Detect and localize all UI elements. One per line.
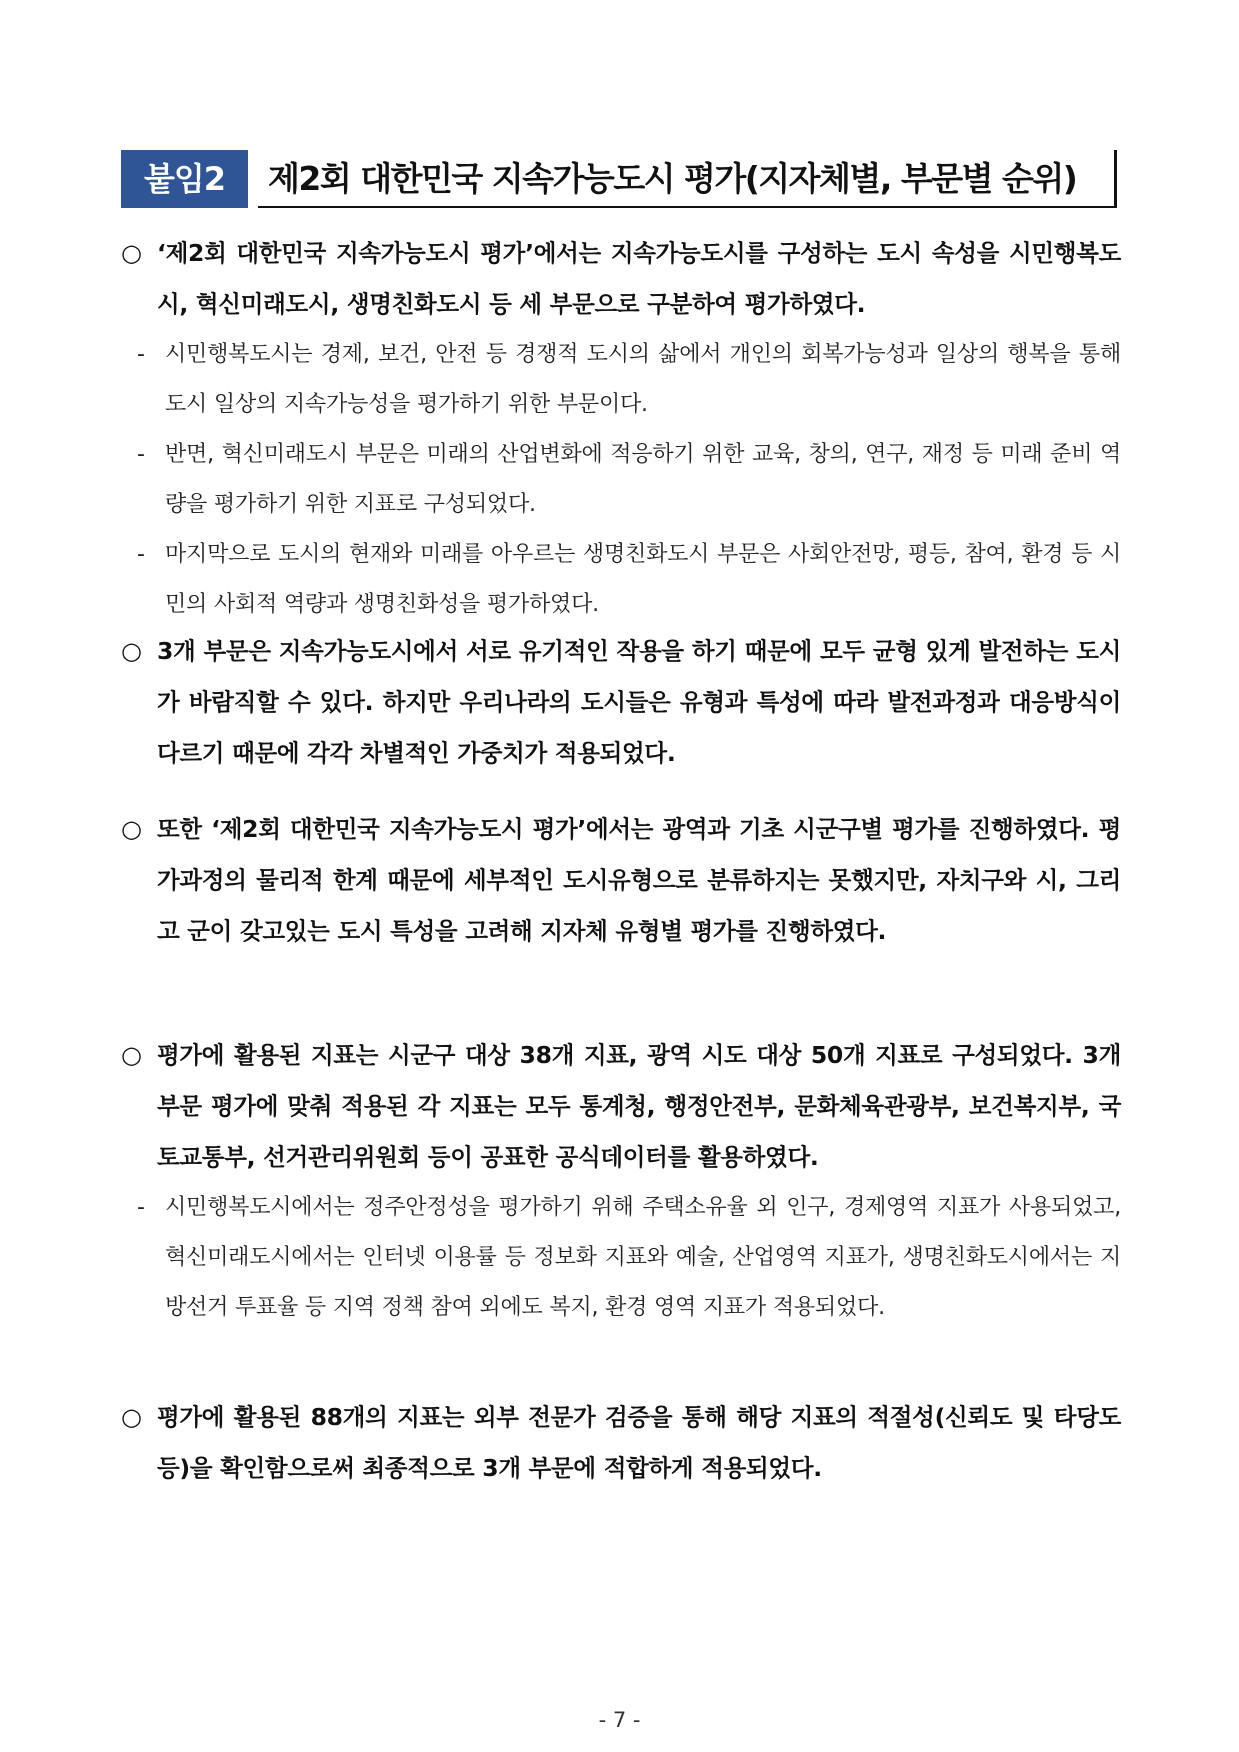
paragraph-text: 평가에 활용된 88개의 지표는 외부 전문가 검증을 통해 해당 지표의 적절성(신뢰도 및 타당도 등)을 확인함으로써 최종적으로 3개 부문에 적합하게 적용되었다. [157, 1403, 1121, 1482]
sub-item-text: 시민행복도시는 경제, 보건, 안전 등 경쟁적 도시의 삶에서 개인의 회복가능성과 일상의 행복을 통해 도시 일상의 지속가능성을 평가하기 위한 부문이다. [165, 342, 1121, 417]
section-3 [121, 804, 1121, 957]
dash-bullet-icon: - [137, 342, 145, 367]
sub-item-text: 반면, 혁신미래도시 부문은 미래의 산업변화에 적응하기 위한 교육, 창의, 연구, 재정 등 미래 준비 역량을 평가하기 위한 지표로 구성되었다. [165, 442, 1121, 517]
page-number: - 7 - [598, 1708, 641, 1732]
section-4 [121, 1030, 1121, 1333]
paragraph [121, 626, 1121, 779]
section-1 [121, 228, 1121, 630]
sub-item [121, 330, 1121, 430]
circle-bullet-icon: ○ [121, 815, 142, 843]
sub-item [121, 1183, 1121, 1333]
paragraph [121, 1392, 1121, 1494]
dash-bullet-icon: - [137, 1195, 145, 1220]
circle-bullet-icon: ○ [121, 1403, 142, 1431]
attachment-badge: 붙임2 [121, 150, 248, 208]
paragraph-text: 평가에 활용된 지표는 시군구 대상 38개 지표, 광역 시도 대상 50개 지표로 구성되었다. 3개 부문 평가에 맞춰 적용된 각 지표는 모두 통계청, 행정안전부, 문화체육관광부, 보건복지부, 국토교통부, 선거관리위원회 등이 공표한 공식데이터를 활용하였다. [157, 1041, 1121, 1171]
paragraph [121, 1030, 1121, 1183]
section-5 [121, 1392, 1121, 1494]
dash-bullet-icon: - [137, 542, 145, 567]
document-header [121, 150, 1121, 208]
circle-bullet-icon: ○ [121, 637, 142, 665]
section-2 [121, 626, 1121, 779]
dash-bullet-icon: - [137, 442, 145, 467]
sub-item-text: 시민행복도시에서는 정주안정성을 평가하기 위해 주택소유율 외 인구, 경제영역 지표가 사용되었고, 혁신미래도시에서는 인터넷 이용률 등 정보화 지표와 예술, 산업영역 지표가, 생명친화도시에서는 지방선거 투표율 등 지역 정책 참여 외에도 복지, 환경 영역 지표가 적용되었다. [165, 1195, 1121, 1320]
sub-item [121, 530, 1121, 630]
page-title: 제2회 대한민국 지속가능도시 평가(지자체별, 부문별 순위) [268, 159, 1077, 198]
paragraph [121, 804, 1121, 957]
paragraph [121, 228, 1121, 330]
circle-bullet-icon: ○ [121, 239, 142, 267]
circle-bullet-icon: ○ [121, 1041, 142, 1069]
sub-item [121, 430, 1121, 530]
title-box [258, 150, 1117, 208]
sub-item-text: 마지막으로 도시의 현재와 미래를 아우르는 생명친화도시 부문은 사회안전망, 평등, 참여, 환경 등 시민의 사회적 역량과 생명친화성을 평가하였다. [165, 542, 1121, 617]
paragraph-text: 또한 ‘제2회 대한민국 지속가능도시 평가’에서는 광역과 기초 시군구별 평가를 진행하였다. 평가과정의 물리적 한계 때문에 세부적인 도시유형으로 분류하지는 못했지만, 자치구와 시, 그리고 군이 갖고있는 도시 특성을 고려해 지자체 유형별 평가를 진행하였다. [157, 815, 1121, 945]
paragraph-text: ‘제2회 대한민국 지속가능도시 평가’에서는 지속가능도시를 구성하는 도시 속성을 시민행복도시, 혁신미래도시, 생명친화도시 등 세 부문으로 구분하여 평가하였다. [157, 239, 1121, 318]
paragraph-text: 3개 부문은 지속가능도시에서 서로 유기적인 작용을 하기 때문에 모두 균형 있게 발전하는 도시가 바람직할 수 있다. 하지만 우리나라의 도시들은 유형과 특성에 따라 발전과정과 대응방식이 다르기 때문에 각각 차별적인 가중치가 적용되었다. [157, 637, 1121, 767]
